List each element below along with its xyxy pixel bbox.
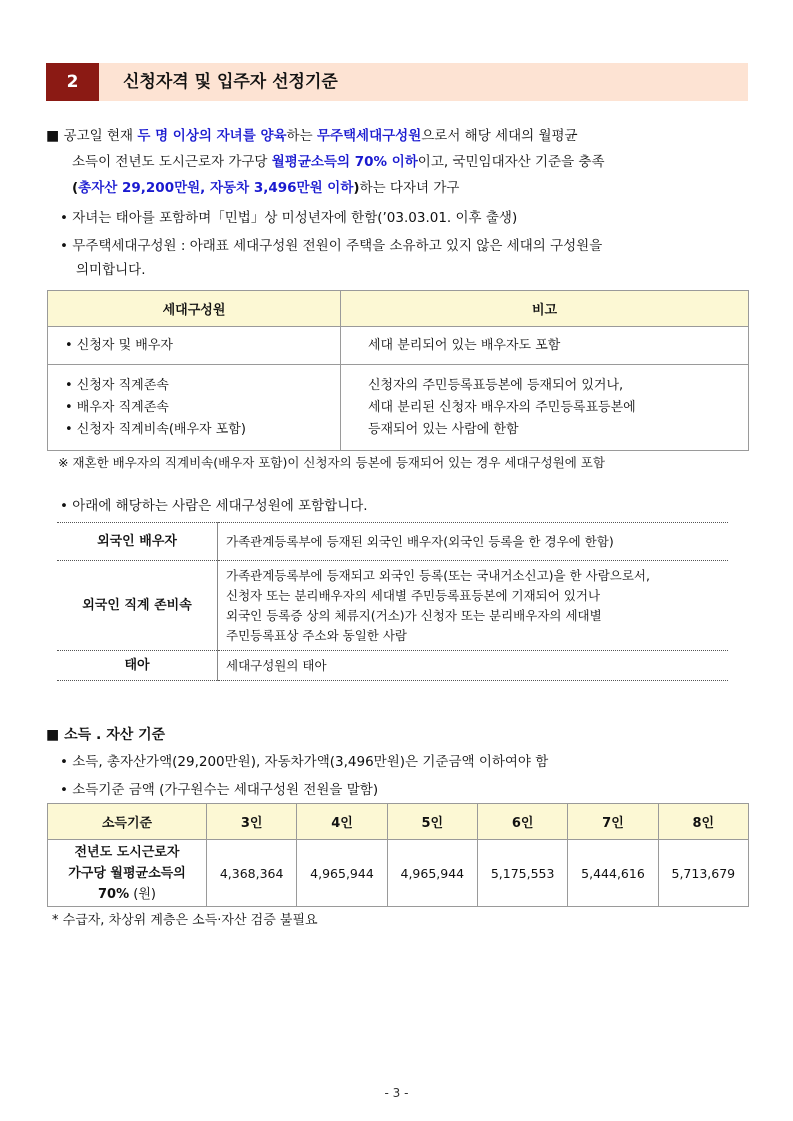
table-row — [57, 561, 728, 651]
row-value: 가족관계등록부에 등재된 외국인 배우자(외국인 등록을 한 경우에 한함) — [218, 523, 729, 561]
income-table — [47, 803, 749, 907]
table-header-row — [48, 804, 749, 840]
value-5: 4,965,944 — [387, 840, 477, 907]
header-7: 7인 — [568, 804, 658, 840]
table-row — [57, 651, 728, 681]
table1-footnote: ※ 재혼한 배우자의 직계비속(배우자 포함)이 신청자의 등본에 등재되어 있는 경우 세대구성원에 포함 — [58, 455, 605, 470]
row-value: 세대구성원의 태아 — [218, 651, 729, 681]
row-key: 외국인 직계 존비속 — [57, 561, 218, 651]
table-row — [57, 523, 728, 561]
bullet-included: • 아래에 해당하는 사람은 세대구성원에 포함합니다. — [60, 498, 368, 514]
members-cell: • 신청자 직계존속 • 배우자 직계존속 • 신청자 직계비속(배우자 포함) — [48, 365, 341, 451]
household-members-table — [47, 290, 749, 451]
table-row — [48, 327, 749, 365]
table-row — [48, 840, 749, 907]
income-heading: ■ 소득 . 자산 기준 — [46, 727, 166, 743]
note-cell: 세대 분리되어 있는 배우자도 포함 — [341, 327, 749, 365]
header-note: 비고 — [341, 291, 749, 327]
highlight-assets: 총자산 29,200만원, 자동차 3,496만원 이하 — [78, 180, 354, 196]
header-members: 세대구성원 — [48, 291, 341, 327]
intro-line-3: (총자산 29,200만원, 자동차 3,496만원 이하)하는 다자녀 가구 — [72, 180, 460, 196]
value-3: 4,368,364 — [207, 840, 297, 907]
intro-line-1: ■ 공고일 현재 두 명 이상의 자녀를 양육하는 무주택세대구성원으로서 해당 세대의 월평균 — [46, 128, 578, 144]
bullet-income-limit: • 소득, 총자산가액(29,200만원), 자동차가액(3,496만원)은 기준금액 이하여야 함 — [60, 754, 549, 770]
row-head: 전년도 도시근로자 가구당 월평균소득의 70% (원) — [48, 840, 207, 907]
header-8: 8인 — [658, 804, 748, 840]
header-3: 3인 — [207, 804, 297, 840]
bullet-children: • 자녀는 태아를 포함하며「민법」상 미성년자에 한함(’03.03.01. 이후 출생) — [60, 210, 518, 226]
header-6: 6인 — [477, 804, 567, 840]
bullet-household-def: • 무주택세대구성원 : 아래표 세대구성원 전원이 주택을 소유하고 있지 않은 세대의 구성원을 — [60, 238, 603, 254]
row-key: 외국인 배우자 — [57, 523, 218, 561]
header-criteria: 소득기준 — [48, 804, 207, 840]
note-cell: 신청자의 주민등록표등본에 등재되어 있거나, 세대 분리된 신청자 배우자의 주민등록표등본에 등재되어 있는 사람에 한함 — [341, 365, 749, 451]
income-footnote: * 수급자, 차상위 계층은 소득·자산 검증 불필요 — [52, 913, 318, 928]
square-bullet-icon: ■ — [46, 128, 60, 144]
included-members-table — [57, 522, 728, 681]
highlight-children: 두 명 이상의 자녀를 양육 — [137, 128, 287, 144]
header-5: 5인 — [387, 804, 477, 840]
row-key: 태아 — [57, 651, 218, 681]
value-4: 4,965,944 — [297, 840, 387, 907]
bullet-income-table: • 소득기준 금액 (가구원수는 세대구성원 전원을 말함) — [60, 782, 379, 798]
table-header-row — [48, 291, 749, 327]
highlight-household: 무주택세대구성원 — [316, 128, 422, 144]
intro-line-2: 소득이 전년도 도시근로자 가구당 월평균소득의 70% 이하이고, 국민임대자산 기준을 충족 — [72, 154, 605, 170]
highlight-income: 월평균소득의 70% 이하 — [271, 154, 418, 170]
section-header — [46, 63, 748, 101]
value-6: 5,175,553 — [477, 840, 567, 907]
page-number: - 3 - — [384, 1086, 409, 1100]
value-7: 5,444,616 — [568, 840, 658, 907]
value-8: 5,713,679 — [658, 840, 748, 907]
section-number: 2 — [46, 63, 99, 101]
bullet-household-def-cont: 의미합니다. — [76, 262, 146, 278]
section-title: 신청자격 및 입주자 선정기준 — [123, 72, 338, 92]
members-cell: • 신청자 및 배우자 — [48, 327, 341, 365]
header-4: 4인 — [297, 804, 387, 840]
table-row — [48, 365, 749, 451]
row-value: 가족관계등록부에 등재되고 외국인 등록(또는 국내거소신고)을 한 사람으로서, 신청자 또는 분리배우자의 세대별 주민등록표등본에 기재되어 있거나 외국인 등록증 상의 체류지(거소)가 신청자 또는 분리배우자의 세대별 주민등록표상 주소와 동일한 사람 — [218, 561, 729, 651]
